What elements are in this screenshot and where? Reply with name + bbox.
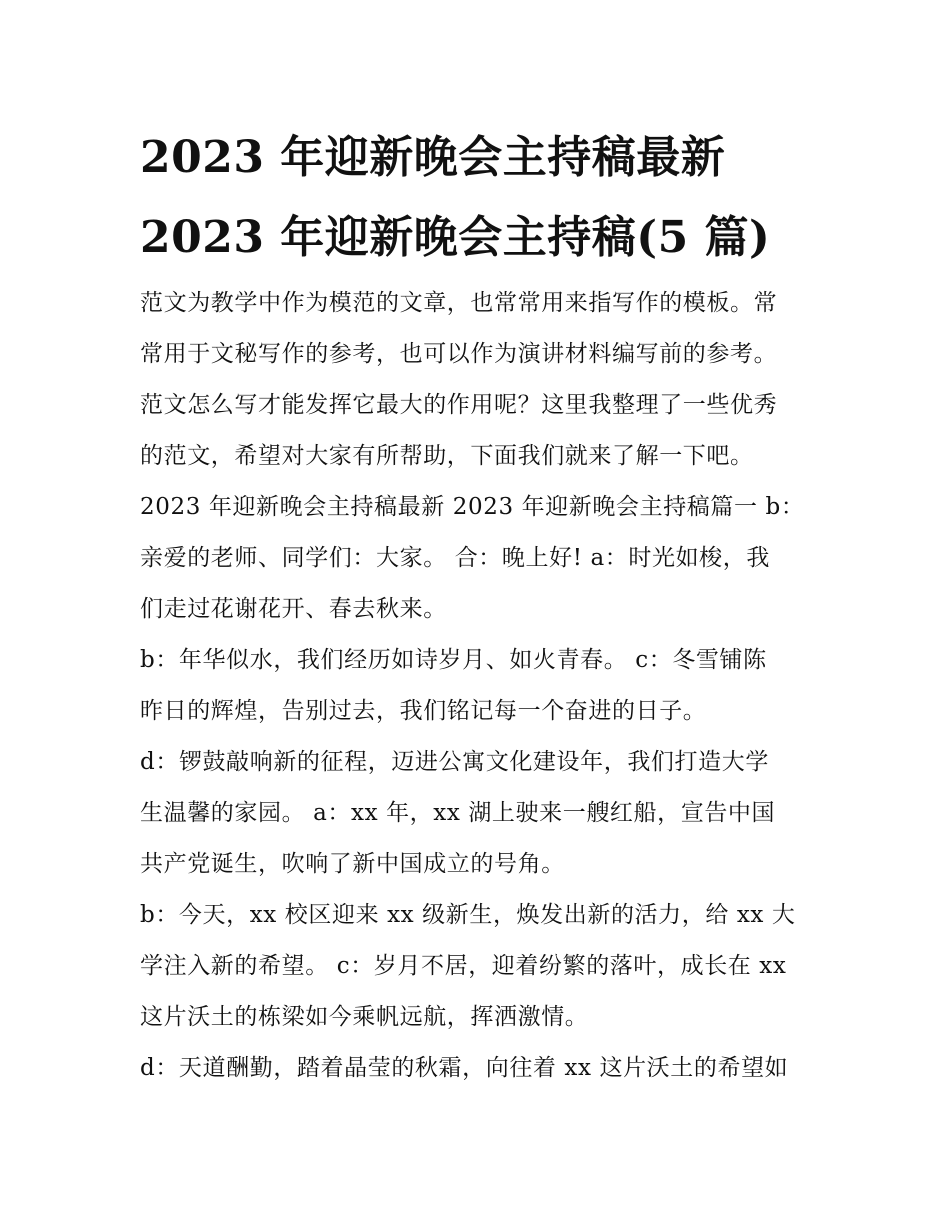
body-line: d：锣鼓敲响新的征程，迈进公寓文化建设年，我们打造大学 — [140, 749, 769, 775]
body-line: 学注入新的希望。 c：岁月不居，迎着纷繁的落叶，成长在 xx — [140, 953, 787, 979]
body-line: 范文为教学中作为模范的文章，也常常用来指写作的模板。常 — [140, 290, 778, 316]
body-line: 昨日的辉煌，告别过去，我们铭记每一个奋进的日子。 — [140, 698, 707, 724]
title-line-1: 2023 年迎新晚会主持稿最新 — [140, 132, 726, 183]
document-body — [140, 278, 820, 1094]
body-line: 这片沃土的栋梁如今乘帆远航，挥洒激情。 — [140, 1004, 589, 1030]
body-line: 们走过花谢花开、春去秋来。 — [140, 596, 447, 622]
body-line: 2023 年迎新晚会主持稿最新 2023 年迎新晚会主持稿篇一 b： — [140, 494, 805, 520]
body-line: 生温馨的家园。 a：xx 年，xx 湖上驶来一艘红船，宣告中国 — [140, 800, 776, 826]
title-line-2: 2023 年迎新晚会主持稿(5 篇) — [140, 212, 771, 263]
body-line: 亲爱的老师、同学们：大家。 合：晚上好! a：时光如梭，我 — [140, 545, 770, 571]
body-line: 范文怎么写才能发挥它最大的作用呢？这里我整理了一些优秀 — [140, 392, 778, 418]
body-line: b：今天，xx 校区迎来 xx 级新生，焕发出新的活力，给 xx 大 — [140, 902, 796, 928]
body-line: 的范文，希望对大家有所帮助，下面我们就来了解一下吧。 — [140, 443, 754, 469]
body-line: d：天道酬勤，踏着晶莹的秋霜，向往着 xx 这片沃土的希望如 — [140, 1055, 789, 1081]
document-title — [140, 118, 840, 278]
body-line: 常用于文秘写作的参考，也可以作为演讲材料编写前的参考。 — [140, 341, 778, 367]
body-line: b：年华似水，我们经历如诗岁月、如火青春。 c：冬雪铺陈 — [140, 647, 767, 673]
body-line: 共产党诞生，吹响了新中国成立的号角。 — [140, 851, 565, 877]
